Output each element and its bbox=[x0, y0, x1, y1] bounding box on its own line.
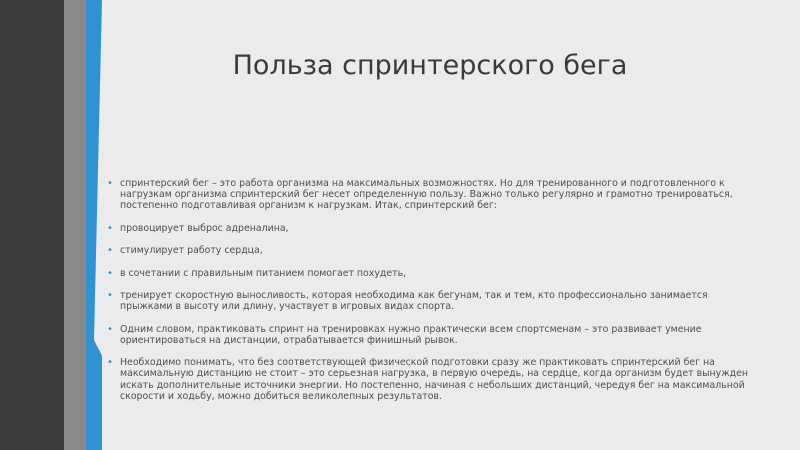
bullet-text: стимулирует работу сердца, bbox=[120, 245, 263, 257]
bullet-text: Одним словом, практиковать спринт на тренировках нужно практически всем спортсменам – это развивает умение ориентироваться на дистанции, отрабатывается финишный рывок. bbox=[120, 323, 702, 346]
bullet-item bbox=[104, 245, 754, 256]
bullet-item bbox=[104, 178, 754, 212]
bullet-item bbox=[104, 290, 754, 312]
bullet-icon: • bbox=[107, 245, 113, 257]
bullet-item bbox=[104, 268, 754, 279]
bullet-icon: • bbox=[107, 222, 113, 234]
bullet-icon: • bbox=[107, 267, 113, 279]
bullet-icon: • bbox=[107, 357, 113, 369]
bullet-icon: • bbox=[107, 289, 113, 301]
bullet-text: спринтерский бег – это работа организма на максимальных возможностях. Но для тренированного и подготовленного к нагрузкам организма спринтерский бег несет определенную пользу. Важно только регулярно и грамотно тренироваться, постепенно подготавливая организм к нагрузкам. Итак, спринтерский бег: bbox=[120, 178, 733, 212]
bullet-item bbox=[104, 357, 754, 402]
bullet-list bbox=[104, 178, 754, 413]
bullet-item bbox=[104, 324, 754, 346]
bullet-item bbox=[104, 223, 754, 234]
light-gray-stripe bbox=[64, 0, 86, 450]
bullet-text: в сочетании с правильным питанием помогает похудеть, bbox=[120, 267, 407, 279]
bullet-text: провоцирует выброс адреналина, bbox=[120, 222, 289, 234]
bullet-text: тренирует скоростную выносливость, которая необходима как бегунам, так и тем, кто профессионально занимается прыжками в высоту или длину, участвует в игровых видах спорта. bbox=[120, 289, 708, 313]
bullet-icon: • bbox=[107, 178, 113, 189]
bullet-icon: • bbox=[107, 323, 113, 335]
slide-title: Польза спринтерского бега bbox=[232, 50, 628, 81]
dark-gray-stripe bbox=[0, 0, 64, 450]
bullet-text: Необходимо понимать, что без соответствующей физической подготовки сразу же практиковать спринтерский бег на максимальную дистанцию не стоит – это серьезная нагрузка, в первую очередь, на сердце, когда организм будет вынужден искать дополнительные источники энергии. Но постепенно, начиная с небольших дистанций, чередуя бег на максимальной скорости и ходьбу, можно добиться великолепных результатов. bbox=[120, 357, 749, 402]
